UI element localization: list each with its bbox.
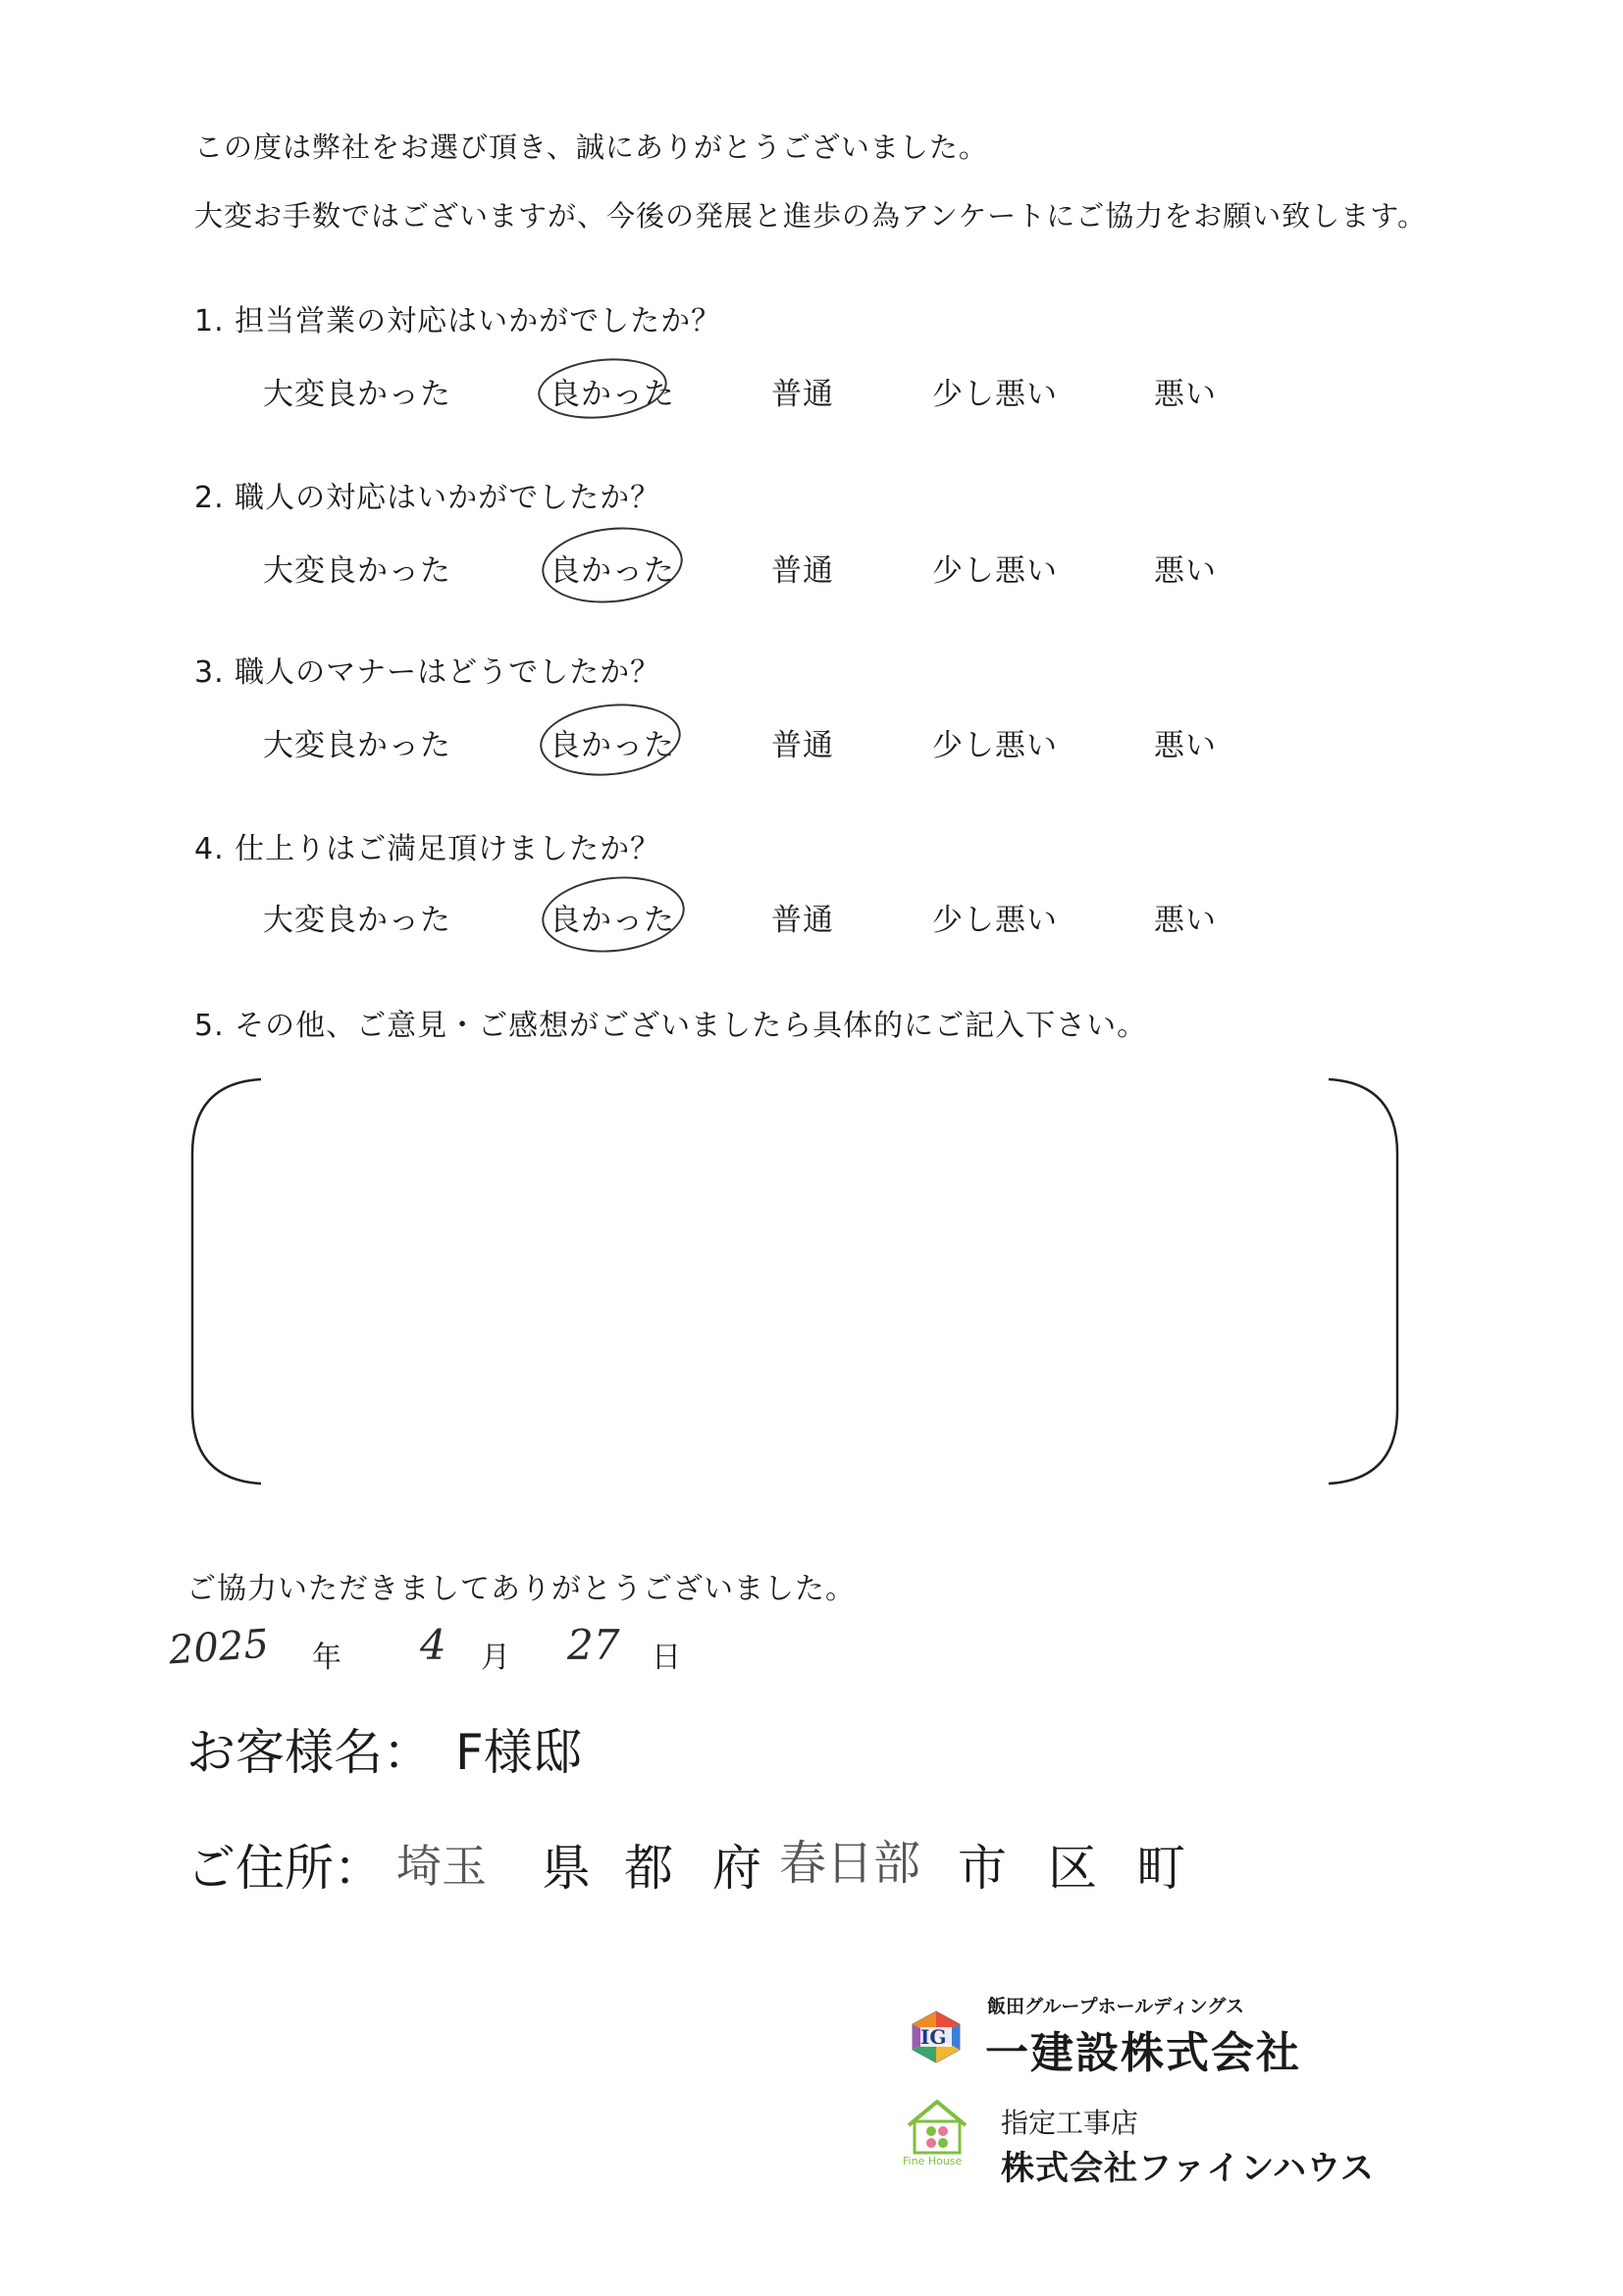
date-day-unit: 日 <box>652 1641 681 1675</box>
q3-option-slightly-bad[interactable]: 少し悪い <box>932 728 1058 763</box>
address-label: ご住所： <box>186 1840 383 1897</box>
q4-option-good[interactable]: 良かった <box>550 903 675 938</box>
q4-selection-circle <box>538 870 688 960</box>
question-4-label: 4. 仕上りはご満足頂けましたか？ <box>194 832 661 866</box>
q1-option-very-good[interactable]: 大変良かった <box>263 377 451 412</box>
question-2-label: 2. 職人の対応はいかがでしたか？ <box>194 481 661 515</box>
q1-option-good[interactable]: 良かった <box>550 377 675 412</box>
q2-option-bad[interactable]: 悪い <box>1154 553 1217 589</box>
date-month-unit: 月 <box>481 1641 510 1675</box>
q1-option-slightly-bad[interactable]: 少し悪い <box>932 377 1058 412</box>
q1-selection-circle <box>535 352 670 424</box>
designation-label: 指定工事店 <box>1001 2107 1139 2139</box>
q3-option-good[interactable]: 良かった <box>550 728 675 763</box>
address-kind-to: 都 <box>624 1840 673 1897</box>
comment-box[interactable] <box>186 1075 1403 1487</box>
question-3-label: 3. 職人のマナーはどうでしたか？ <box>194 655 661 690</box>
intro-line-2: 大変お手数ではございますが、今後の発展と進歩の為アンケートにご協力をお願い致します。 <box>194 199 1427 233</box>
date-year-value: 2025 <box>167 1621 271 1674</box>
thanks-text: ご協力いただきましてありがとうございました。 <box>186 1572 856 1606</box>
date-year-unit: 年 <box>312 1641 341 1675</box>
q2-option-average[interactable]: 普通 <box>771 553 834 589</box>
date-day-value: 27 <box>567 1621 620 1669</box>
ig-logo <box>911 2009 962 2064</box>
address-city-value: 春日部 <box>779 1836 921 1891</box>
q3-option-very-good[interactable]: 大変良かった <box>263 728 451 763</box>
address-prefecture-value: 埼玉 <box>396 1840 487 1893</box>
comment-box-brackets <box>186 1075 1403 1487</box>
q1-option-average[interactable]: 普通 <box>771 377 834 412</box>
q4-option-bad[interactable]: 悪い <box>1154 903 1217 938</box>
q3-selection-circle <box>537 698 685 783</box>
address-kind-fu: 府 <box>712 1840 761 1897</box>
q4-option-average[interactable]: 普通 <box>771 903 834 938</box>
q2-option-good[interactable]: 良かった <box>550 553 675 589</box>
fine-house-logo <box>901 2098 973 2170</box>
customer-label: お客様名： <box>186 1724 432 1781</box>
address-kind-machi: 町 <box>1136 1840 1185 1897</box>
address-kind-shi: 市 <box>958 1840 1007 1897</box>
contractor-name: 株式会社ファインハウス <box>1001 2149 1375 2188</box>
question-1-label: 1. 担当営業の対応はいかがでしたか？ <box>194 304 722 339</box>
intro-line-1: この度は弊社をお選び頂き、誠にありがとうございました。 <box>194 130 988 164</box>
main-company-name: 一建設株式会社 <box>985 2028 1301 2078</box>
q1-option-bad[interactable]: 悪い <box>1154 377 1217 412</box>
date-month-value: 4 <box>420 1621 446 1669</box>
q2-option-very-good[interactable]: 大変良かった <box>263 553 451 589</box>
question-5-label: 5. その他、ご意見・ご感想がございましたら具体的にご記入下さい。 <box>194 1009 1148 1043</box>
group-name: 飯田グループホールディングス <box>987 1996 1245 2017</box>
house-clover-icon <box>901 2098 973 2157</box>
address-kind-ken: 県 <box>542 1840 591 1897</box>
q2-option-slightly-bad[interactable]: 少し悪い <box>932 553 1058 589</box>
customer-name: F様邸 <box>455 1724 582 1781</box>
fine-house-logo-text: Fine House <box>903 2155 963 2167</box>
q4-option-very-good[interactable]: 大変良かった <box>263 903 451 938</box>
q4-option-slightly-bad[interactable]: 少し悪い <box>932 903 1058 938</box>
address-kind-ku: 区 <box>1048 1840 1097 1897</box>
q3-option-average[interactable]: 普通 <box>771 728 834 763</box>
q2-selection-circle <box>538 521 686 610</box>
q3-option-bad[interactable]: 悪い <box>1154 728 1217 763</box>
ig-logo-text: IG <box>920 2025 947 2049</box>
